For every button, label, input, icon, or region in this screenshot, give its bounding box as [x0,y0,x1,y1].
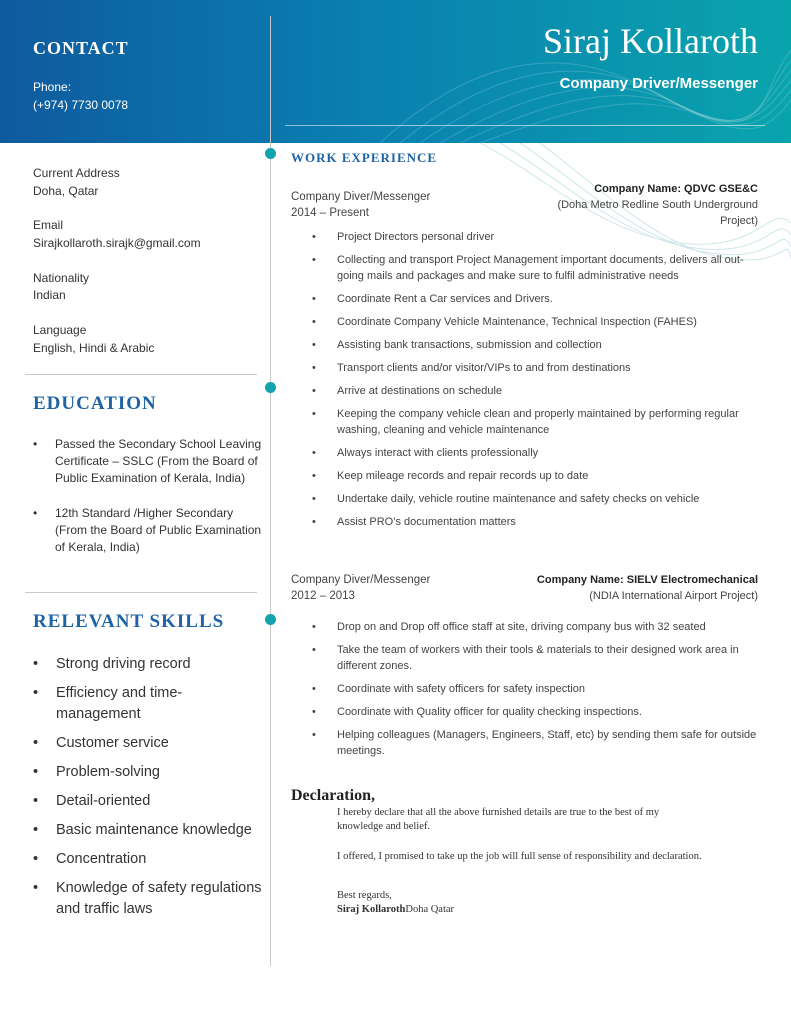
skill-item: • Basic maintenance knowledge [33,820,263,841]
duty-item: • Assist PRO’s documentation matters [310,514,760,530]
contact-title: CONTACT [33,38,129,58]
job-duties-list [310,229,760,537]
duty-item: • Drop on and Drop off office staff at site, driving company bus with 32 seated [310,619,760,635]
work-experience-title: WORK EXPERIENCE [291,150,438,165]
duty-item: • Collecting and transport Project Management important documents, delivers all out-going mails and packages and make sure to fulfil administrative needs [310,252,760,284]
job-dates: 2012 – 2013 [291,590,355,602]
address-label: Current Address [33,166,120,180]
education-item: • 12th Standard /Higher Secondary (From the Board of Public Examination of Kerala, India) [33,505,263,556]
job-heading [291,572,430,604]
declaration-paragraph: I hereby declare that all the above furnished details are true to the best of my knowledge and belief. [337,807,660,832]
duty-item: • Coordinate Company Vehicle Maintenance, Technical Inspection (FAHES) [310,314,760,330]
skill-item: • Knowledge of safety regulations and traffic laws [33,878,263,920]
duty-item: • Project Directors personal driver [310,229,760,245]
duty-item: • Assisting bank transactions, submission and collection [310,337,760,353]
job-duties-list [310,619,760,766]
duty-item: • Helping colleagues (Managers, Engineers, Staff, etc) by sending them safe for outside meetings. [310,727,760,759]
signer-location: Doha Qatar [405,904,455,915]
header-banner [0,0,791,143]
job-heading [291,189,430,221]
candidate-role: Company Driver/Messenger [559,75,758,92]
timeline-marker [265,148,276,159]
education-item: • Passed the Secondary School Leaving Certificate – SSLC (From the Board of Public Examination of Kerala, India) [33,436,263,487]
skill-item: • Efficiency and time-management [33,683,263,725]
nationality-label: Nationality [33,271,90,285]
declaration-title: Declaration, [291,787,375,804]
timeline-marker [265,614,276,625]
skill-item: • Strong driving record [33,654,263,675]
duty-item: • Keep mileage records and repair records up to date [310,468,760,484]
language-value: English, Hindi & Arabic [33,341,155,355]
duty-item: • Undertake daily, vehicle routine maintenance and safety checks on vehicle [310,491,760,507]
duty-item: • Always interact with clients professionally [310,445,760,461]
job-position: Company Diver/Messenger [291,574,431,586]
skills-list [33,654,263,928]
education-title: EDUCATION [33,393,157,414]
address-value: Doha, Qatar [33,184,99,198]
email-label: Email [33,218,64,232]
duty-item: • Transport clients and/or visitor/VIPs to and from destinations [310,360,760,376]
timeline-marker [265,382,276,393]
job-dates: 2014 – Present [291,207,370,219]
declaration-paragraph: I offered, I promised to take up the job will full sense of responsibility and declaration. [337,851,702,862]
skills-title: RELEVANT SKILLS [33,611,225,632]
job-project: (NDIA International Airport Project) [589,590,758,602]
job-company: Company Name: QDVC GSE&C [594,183,758,195]
phone-number: (+974) 7730 0078 [33,98,129,112]
candidate-name: Siraj Kollaroth [543,21,758,61]
skill-item: • Problem-solving [33,762,263,783]
skill-item: • Concentration [33,849,263,870]
skill-item: • Detail-oriented [33,791,263,812]
section-divider [25,592,257,593]
nationality-value: Indian [33,288,66,302]
job-position: Company Diver/Messenger [291,191,431,203]
duty-item: • Keeping the company vehicle clean and properly maintained by performing regular washing, cleaning and vehicle maintenance [310,406,760,438]
skill-item: • Customer service [33,733,263,754]
header-divider [285,125,765,126]
declaration-regards: Best regards, [337,890,392,901]
education-list [33,436,263,574]
signer-name: Siraj Kollaroth [337,904,406,915]
duty-item: • Take the team of workers with their tools & materials to their designed work area in different zones. [310,642,760,674]
job-project: (Doha Metro Redline South Underground Project) [557,199,758,227]
section-divider [25,374,257,375]
duty-item: • Coordinate Rent a Car services and Drivers. [310,291,760,307]
declaration-signature [337,903,707,917]
job-company-block [528,181,758,229]
email-value[interactable]: Sirajkollaroth.sirajk@gmail.com [33,236,201,250]
language-label: Language [33,323,87,337]
duty-item: • Coordinate with safety officers for safety inspection [310,681,760,697]
duty-item: • Arrive at destinations on schedule [310,383,760,399]
duty-item: • Coordinate with Quality officer for quality checking inspections. [310,704,760,720]
phone-label: Phone: [33,80,72,94]
job-company: Company Name: SIELV Electromechanical [536,574,758,586]
job-company-block [498,572,758,604]
